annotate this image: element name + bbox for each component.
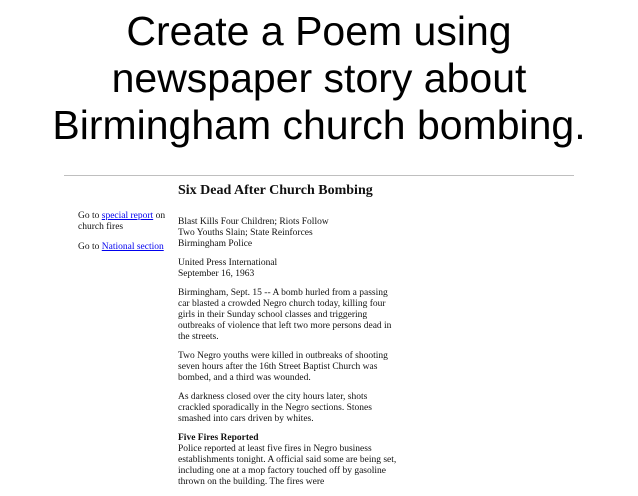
article-headline: Six Dead After Church Bombing (178, 183, 373, 198)
paragraph-1: Birmingham, Sept. 15 -- A bomb hurled from a passing car blasted a crowded Negro church today, killing four girls in their Sunday school classes and triggering outbreaks of violence that left two more persons dead in the streets. (178, 288, 392, 342)
slide-title-line-2: newspaper story about (111, 55, 527, 101)
byline-block (178, 258, 400, 280)
deck-line-3: Birmingham Police (178, 239, 253, 249)
dateline: September 16, 1963 (178, 269, 255, 279)
newspaper-clipping (72, 178, 402, 487)
slide-title-line-1: Create a Poem using (126, 8, 512, 54)
link1-prefix: Go to (78, 211, 102, 221)
paragraph-4: Police reported at least five fires in Negro business establishments tonight. A official said some are being set, including one at a mop factory touched off by gasoline thrown on the building. The fires were (178, 444, 397, 487)
link1-suffix: on church fires (78, 211, 166, 232)
sidebar (78, 211, 174, 262)
national-section-link[interactable]: National section (101, 242, 164, 252)
byline: United Press International (178, 258, 278, 268)
slide-title (0, 8, 638, 149)
divider (64, 175, 574, 176)
article-body (178, 211, 400, 496)
special-report-line (78, 211, 174, 233)
deck-line-2: Two Youths Slain; State Reinforces (178, 228, 313, 238)
paragraph-3: As darkness closed over the city hours later, shots crackled sporadically in the Negro sections. Stones smashed into cars driven by whites. (178, 392, 372, 424)
deck-line-1: Blast Kills Four Children; Riots Follow (178, 217, 329, 227)
special-report-link[interactable]: special report (101, 211, 154, 221)
slide-title-line-3: Birmingham church bombing. (52, 102, 586, 148)
paragraph-2: Two Negro youths were killed in outbreaks of shooting seven hours after the 16th Street Baptist Church was bombed, and a third was wounded. (178, 351, 388, 383)
link2-prefix: Go to (78, 242, 102, 252)
national-section-line (78, 242, 174, 253)
subhead: Five Fires Reported (178, 433, 259, 443)
